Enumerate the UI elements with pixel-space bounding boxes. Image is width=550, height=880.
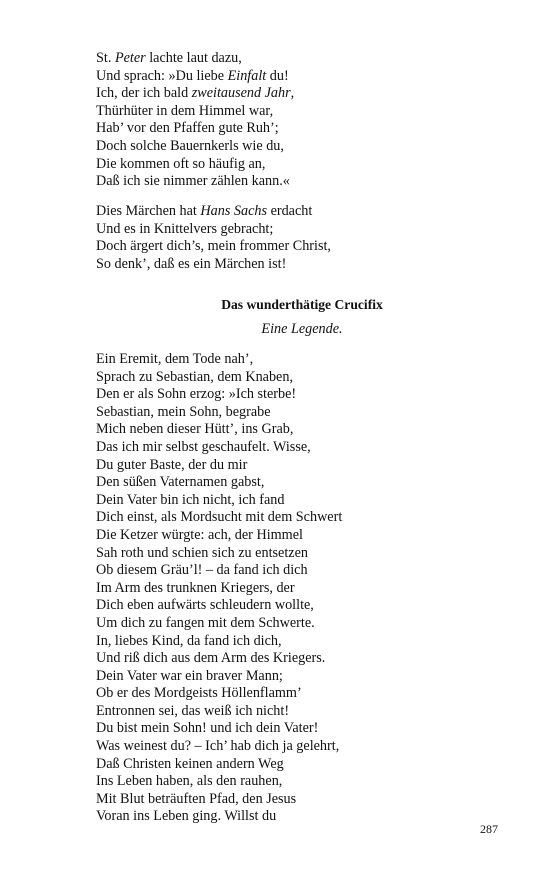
line-text: St. xyxy=(96,50,115,66)
poem-line xyxy=(96,668,496,686)
line-text: Was weinest du? – Ich’ hab dich ja gelehrt, xyxy=(96,738,340,755)
poem-line xyxy=(96,773,496,791)
poem-line xyxy=(96,738,496,756)
line-text: Sah roth und schien sich zu entsetzen xyxy=(96,544,308,561)
line-text: So denk’, daß es ein Märchen ist! xyxy=(96,255,287,272)
italic-text: Hans Sachs xyxy=(200,203,268,219)
poem-line xyxy=(96,68,496,86)
line-text: Ein Eremit, dem Tode nah’, xyxy=(96,351,254,367)
line-text: Sprach zu Sebastian, dem Knaben, xyxy=(96,368,293,385)
poem-line xyxy=(96,173,496,191)
line-text: Mich neben dieser Hütt’, ins Grab, xyxy=(96,421,294,438)
italic-text: Peter xyxy=(114,50,146,66)
poem-line xyxy=(96,808,496,826)
line-text: Doch ärgert dich’s, mein frommer Christ, xyxy=(96,238,331,255)
stanza-1 xyxy=(96,50,496,191)
poem-line xyxy=(96,720,496,738)
line-text: Und sprach: »Du liebe xyxy=(96,67,228,84)
line-text: In, liebes Kind, da fand ich dich, xyxy=(96,632,282,649)
poem-line xyxy=(96,238,496,256)
poem-line xyxy=(96,703,496,721)
line-text: Voran ins Leben ging. Willst du xyxy=(96,808,277,825)
poem-line xyxy=(96,457,496,475)
poem-line xyxy=(96,369,496,387)
poem-line xyxy=(96,404,496,422)
line-text: erdacht xyxy=(267,203,313,219)
poem-line xyxy=(96,650,496,668)
poem-line xyxy=(96,685,496,703)
poem-line xyxy=(96,756,496,774)
poem-line xyxy=(96,492,496,510)
poem-line xyxy=(96,509,496,527)
line-text: du! xyxy=(266,67,289,84)
poem-line xyxy=(96,351,496,369)
line-text: , xyxy=(290,85,295,102)
poem-line xyxy=(96,138,496,156)
line-text: Dies Märchen hat xyxy=(96,203,201,219)
poem-line xyxy=(96,527,496,545)
line-text: Doch solche Bauernkerls wie du, xyxy=(96,137,284,154)
poem-line xyxy=(96,580,496,598)
line-text: Daß Christen keinen andern Weg xyxy=(96,755,284,772)
poem-line xyxy=(96,103,496,121)
poem-line xyxy=(96,256,496,274)
line-text: Hab’ vor den Pfaffen gute Ruh’; xyxy=(96,120,279,137)
line-text: Den süßen Vaternamen gabst, xyxy=(96,474,265,491)
line-text: Dein Vater war ein braver Mann; xyxy=(96,667,283,684)
line-text: Die kommen oft so häufig an, xyxy=(96,155,266,172)
poem-line xyxy=(96,85,496,103)
poem-line xyxy=(96,474,496,492)
line-text: Im Arm des trunknen Kriegers, der xyxy=(96,579,295,596)
line-text: Thürhüter in dem Himmel war, xyxy=(96,102,274,119)
line-text: Dich einst, als Mordsucht mit dem Schwert xyxy=(96,509,343,526)
line-text: Entronnen sei, das weiß ich nicht! xyxy=(96,702,290,719)
line-text: Dich eben aufwärts schleudern wollte, xyxy=(96,597,314,614)
poem-line xyxy=(96,545,496,563)
poem-line xyxy=(96,386,496,404)
line-text: lachte laut dazu, xyxy=(145,50,242,66)
poem-line xyxy=(96,791,496,809)
line-text: Daß ich sie nimmer zählen kann.« xyxy=(96,173,290,190)
line-text: Mit Blut beträuften Pfad, den Jesus xyxy=(96,790,297,807)
poem-line xyxy=(96,421,496,439)
page-number: 287 xyxy=(480,822,498,836)
line-text: Das ich mir selbst geschaufelt. Wisse, xyxy=(96,438,311,455)
stanza-2 xyxy=(96,203,496,273)
line-text: Den er als Sohn erzog: »Ich sterbe! xyxy=(96,386,297,403)
italic-text: Einfalt xyxy=(227,67,267,84)
poem-subtitle: Eine Legende. xyxy=(261,321,343,337)
poem-title: Das wunderthätige Crucifix xyxy=(221,297,383,312)
poem-line xyxy=(96,633,496,651)
line-text: Die Ketzer würgte: ach, der Himmel xyxy=(96,526,303,543)
poem-line xyxy=(96,156,496,174)
line-text: Ob diesem Gräu’l! – da fand ich dich xyxy=(96,562,308,579)
italic-text: zweitausend Jahr xyxy=(191,85,291,102)
line-text: Ich, der ich bald xyxy=(96,85,192,102)
line-text: Ob er des Mordgeists Höllenflamm’ xyxy=(96,685,302,702)
line-text: Du bist mein Sohn! und ich dein Vater! xyxy=(96,720,319,737)
stanza-3 xyxy=(96,351,496,826)
poem-line xyxy=(96,203,496,221)
poem-line xyxy=(96,439,496,457)
line-text: Sebastian, mein Sohn, begrabe xyxy=(96,403,271,420)
line-text: Und riß dich aus dem Arm des Kriegers. xyxy=(96,650,326,667)
poem-line xyxy=(96,597,496,615)
line-text: Dein Vater bin ich nicht, ich fand xyxy=(96,491,285,508)
line-text: Du guter Baste, der du mir xyxy=(96,456,248,473)
poem-line xyxy=(96,221,496,239)
line-text: Und es in Knittelvers gebracht; xyxy=(96,220,274,237)
poem-line xyxy=(96,615,496,633)
line-text: Ins Leben haben, als den rauhen, xyxy=(96,773,283,790)
poem-line xyxy=(96,120,496,138)
line-text: Um dich zu fangen mit dem Schwerte. xyxy=(96,614,315,631)
poem-line xyxy=(96,50,496,68)
poem-line xyxy=(96,562,496,580)
